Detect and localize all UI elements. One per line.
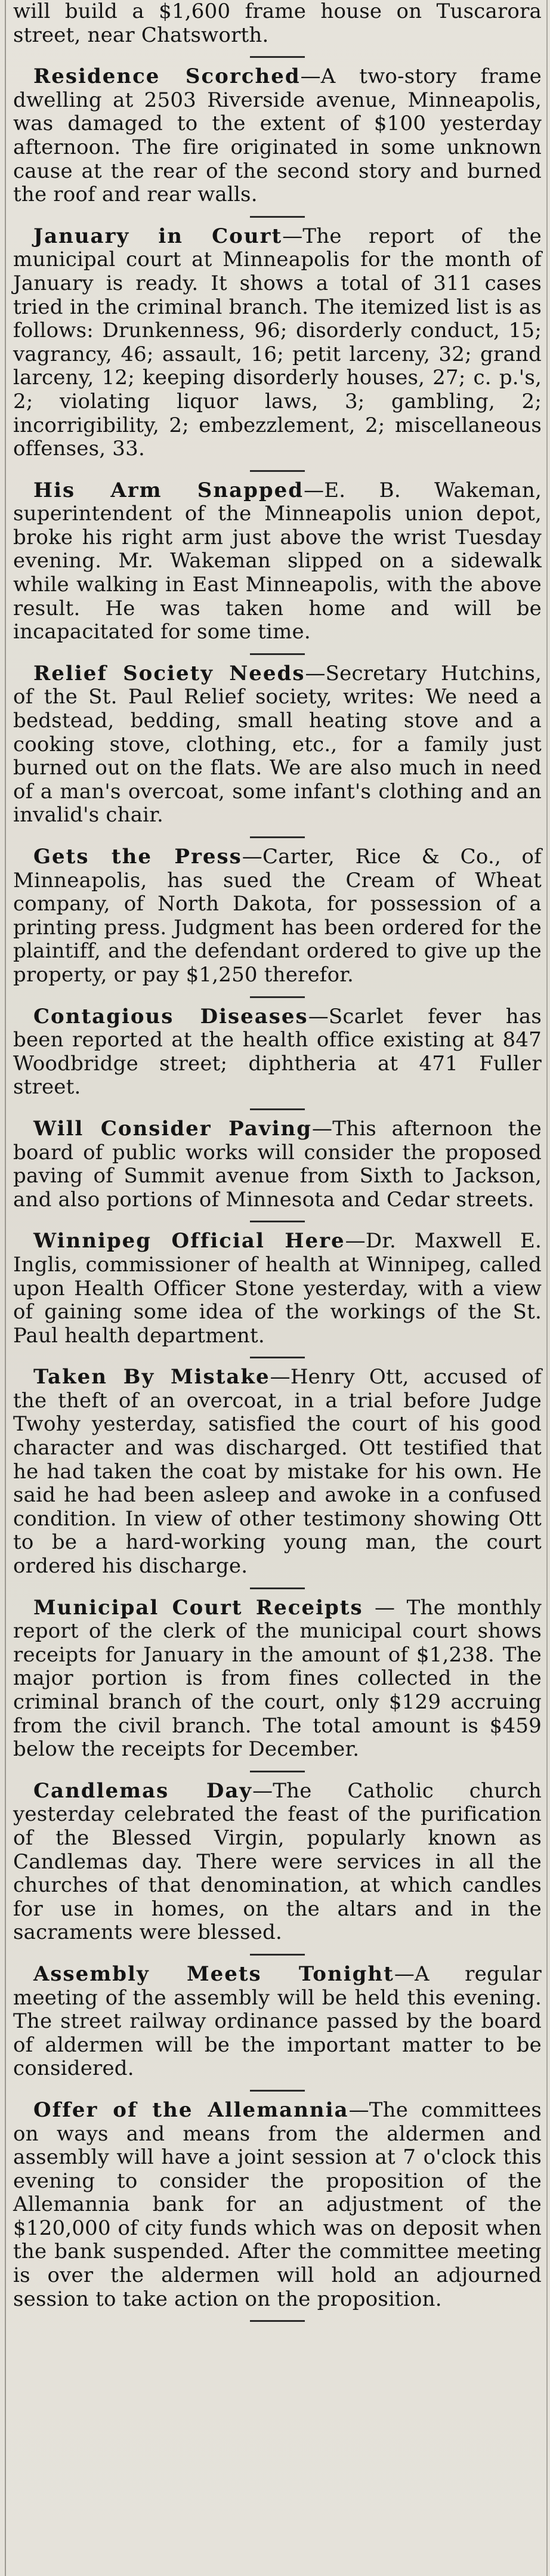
column-rule-left bbox=[5, 0, 6, 2576]
article-separator bbox=[250, 1108, 305, 1110]
intro-paragraph bbox=[13, 0, 542, 47]
article-separator bbox=[250, 2320, 305, 2322]
article-separator bbox=[250, 1771, 305, 1772]
article-body: —The report of the municipal court at Minneapolis for the month of January is ready. It shows a total of 311 cases tried in the criminal branch. The itemized list is as follows: Drunkenness, 96; disorderly conduct, 15; vagrancy, 46; assault, 16; petit larceny, 32; grand larceny, 12; keeping disorderly houses, 27; c. p.'s, 2; violating liquor laws, 3; gambling, 2; incorrigibility, 2; embezzlement, 2; miscellaneous offenses, 33. bbox=[13, 224, 542, 461]
article-headline: Assembly Meets Tonight bbox=[33, 1962, 394, 1986]
article-winnipeg-official-here bbox=[13, 1230, 542, 1348]
article-separator bbox=[250, 996, 305, 998]
article-separator bbox=[250, 1221, 305, 1222]
article-gets-the-press bbox=[13, 845, 542, 987]
article-headline: Gets the Press bbox=[33, 845, 242, 869]
article-body: —A regular meeting of the assembly will be held this evening. The street railway ordinance passed by the board of aldermen will be the important matter to be considered. bbox=[13, 1962, 542, 2081]
article-headline: Will Consider Paving bbox=[33, 1116, 313, 1141]
article-separator bbox=[250, 1954, 305, 1956]
article-body: —E. B. Wakeman, superintendent of the Minneapolis union depot, broke his right arm just above the wrist Tuesday evening. Mr. Wakeman slipped on a sidewalk while walking in East Minneapolis, with the above result. He was taken home and will be incapacitated for some time. bbox=[13, 478, 542, 644]
article-body: —The Catholic church yesterday celebrated the feast of the purification of the Blessed Virgin, popularly known as Candlemas day. There were services in all the churches of that denomination, at which candles for use in homes, on the altars and in the sacraments were blessed. bbox=[13, 1778, 542, 1945]
article-separator bbox=[250, 1357, 305, 1358]
article-body: —Henry Ott, accused of the theft of an overcoat, in a trial before Judge Twohy yesterday, satisfied the court of his good character and was discharged. Ott testified that he had taken the coat by mistake for his own. He said he had been asleep and awoke in a confused condition. In view of other testimony showing Ott to be a hard-working young man, the court ordered his discharge. bbox=[13, 1365, 542, 1579]
article-headline: January in Court bbox=[33, 224, 283, 248]
article-relief-society-needs bbox=[13, 662, 542, 827]
article-assembly-meets-tonight bbox=[13, 1963, 542, 2081]
article-separator bbox=[250, 470, 305, 472]
article-headline: Offer of the Allemannia bbox=[33, 2098, 349, 2122]
article-contagious-diseases bbox=[13, 1005, 542, 1099]
article-headline: Relief Society Needs bbox=[33, 661, 305, 685]
article-headline: His Arm Snapped bbox=[33, 478, 304, 502]
article-body: —This afternoon the board of public works will consider the proposed paving of Summit avenue from Sixth to Jackson, and also portions of Minnesota and Cedar streets. bbox=[13, 1116, 542, 1212]
article-separator bbox=[250, 216, 305, 218]
article-body: —A two-story frame dwelling at 2503 Riverside avenue, Minneapolis, was damaged to the extent of $100 yesterday afternoon. The fire originated in some unknown cause at the rear of the second story and burned the roof and rear walls. bbox=[13, 64, 542, 207]
article-candlemas-day bbox=[13, 1780, 542, 1945]
article-headline: Residence Scorched bbox=[33, 64, 301, 89]
intro-text: will build a $1,600 frame house on Tuscarora street, near Chatsworth. bbox=[13, 0, 542, 47]
article-headline: Taken By Mistake bbox=[33, 1365, 270, 1389]
article-body: — The monthly report of the clerk of the municipal court shows receipts for January in the amount of $1,238. The major portion is from fines collected in the criminal branch of the court, only $129 accruing from the civil branch. The total amount is $459 below the receipts for December. bbox=[13, 1595, 542, 1762]
article-separator bbox=[250, 1587, 305, 1589]
article-his-arm-snapped bbox=[13, 479, 542, 644]
article-body: —Scarlet fever has been reported at the health office existing at 847 Woodbridge street; diphtheria at 471 Fuller street. bbox=[13, 1004, 542, 1099]
article-body: —Dr. Maxwell E. Inglis, commissioner of health at Winnipeg, called upon Health Officer Stone yesterday, with a view of gaining some idea of the workings of the St. Paul health department. bbox=[13, 1229, 542, 1348]
article-headline: Candlemas Day bbox=[33, 1778, 253, 1803]
article-separator bbox=[250, 653, 305, 655]
column-rule-right bbox=[546, 0, 548, 2576]
article-body: —The committees on ways and means from the aldermen and assembly will have a joint session at 7 o'clock this evening to consider the proposition of the Allemannia bank for an adjustment of the $120,000 of city funds which was on deposit when the bank suspended. After the committee meeting is over the aldermen will hold an adjourned session to take action on the proposition. bbox=[13, 2098, 542, 2311]
article-headline: Contagious Diseases bbox=[33, 1004, 308, 1028]
article-offer-of-the-allemannia bbox=[13, 2099, 542, 2311]
article-january-in-court bbox=[13, 225, 542, 461]
article-body: —Carter, Rice & Co., of Minneapolis, has sued the Cream of Wheat company, of North Dakota, for possession of a printing press. Judgment has been ordered for the plaintiff, and the defendant ordered to give up the property, or pay $1,250 therefor. bbox=[13, 845, 542, 987]
article-separator bbox=[250, 2090, 305, 2092]
article-separator bbox=[250, 836, 305, 838]
article-headline: Winnipeg Official Here bbox=[33, 1229, 345, 1253]
article-municipal-court-receipts bbox=[13, 1596, 542, 1762]
article-taken-by-mistake bbox=[13, 1366, 542, 1578]
article-will-consider-paving bbox=[13, 1117, 542, 1212]
article-residence-scorched bbox=[13, 65, 542, 207]
article-headline: Municipal Court Receipts bbox=[33, 1595, 363, 1620]
article-separator bbox=[250, 56, 305, 58]
article-body: —Secretary Hutchins, of the St. Paul Relief society, writes: We need a bedstead, bedding, small heating stove and a cooking stove, clothing, etc., for a family just burned out on the flats. We are also much in need of a man's overcoat, some infant's clothing and an invalid's chair. bbox=[13, 661, 542, 827]
